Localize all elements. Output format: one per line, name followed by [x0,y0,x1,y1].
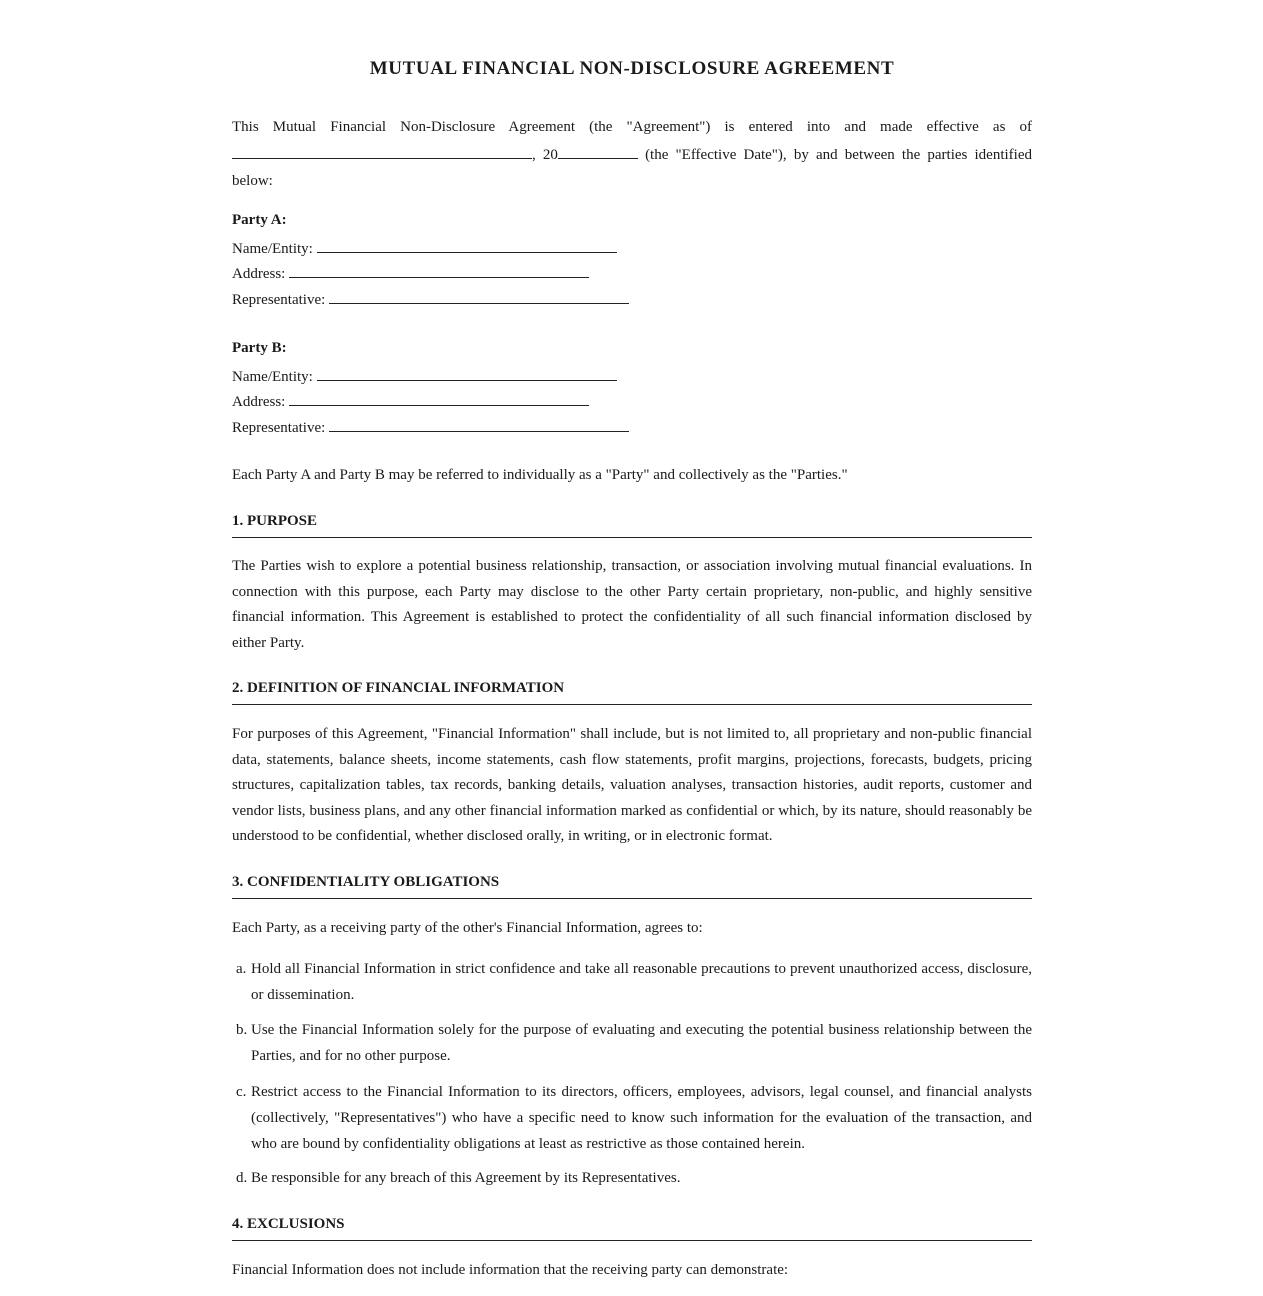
year-prefix: , 20 [532,146,558,163]
section-4-body: Financial Information does not include information that the receiving party can demonstrate: [232,1262,789,1278]
parties-note: Each Party A and Party B may be referred to individually as a "Party" and collectively as the "Parties." [232,467,848,483]
intro-paragraph [232,115,1032,194]
party-a-heading: Party A: [232,212,287,228]
list-marker: d. [236,1170,248,1186]
party-a-address-label: Address: [232,266,286,282]
party-a-address-row [232,259,1032,285]
party-b-address-row [232,387,1032,413]
effective-year-blank[interactable] [558,141,638,159]
effective-date-blank[interactable] [232,141,532,159]
party-a-rep-field[interactable] [329,285,629,304]
list-marker: a. [236,961,247,977]
party-a-block [232,208,1032,310]
party-a-name-label: Name/Entity: [232,240,313,257]
party-b-rep-row [232,413,1032,439]
list-item-text: Be responsible for any breach of this Agreement by its Representatives. [251,1170,681,1186]
party-a-address-field[interactable] [289,259,589,278]
party-b-address-label: Address: [232,394,286,410]
document-title: MUTUAL FINANCIAL NON-DISCLOSURE AGREEMENT [369,58,895,79]
section-3-heading: 3. CONFIDENTIALITY OBLIGATIONS [232,872,1032,899]
party-b-name-field[interactable] [317,362,617,381]
list-marker: b. [236,1022,248,1038]
party-b-rep-field[interactable] [329,413,629,432]
party-a-rep-row [232,285,1032,311]
list-item-text: Hold all Financial Information in strict confidence and take all reasonable precautions to prevent unauthorized access, disclosure, or dissemination. [251,961,1032,1003]
section-1-heading: 1. PURPOSE [232,511,1032,538]
party-a-name-row [232,234,1032,260]
list-item [232,1080,1032,1157]
intro-text-part2: (the "Effective Date"), by and between the parties identified below: [232,146,1032,189]
section-2-body: For purposes of this Agreement, "Financial Information" shall include, but is not limited to, all proprietary and non-public financial data, statements, balance sheets, income statements, cash flow statements, profit margins, projections, forecasts, budgets, pricing structures, capitalization tables, tax records, banking details, valuation analyses, transaction histories, audit reports, customer and vendor lists, business plans, and any other financial information marked as confidential or which, by its nature, should reasonably be understood to be confidential, whether disclosed orally, in writing, or in electronic format. [232,726,1032,845]
section-2-heading: 2. DEFINITION OF FINANCIAL INFORMATION [232,678,1032,705]
party-a-name-field[interactable] [317,234,617,253]
section-1-body: The Parties wish to explore a potential business relationship, transaction, or association involving mutual financial evaluations. In connection with this purpose, each Party may disclose to the other Party certain proprietary, non-public, and highly sensitive financial information. This Agreement is established to protect the confidentiality of all such financial information disclosed by either Party. [232,558,1032,651]
party-b-rep-label: Representative: [232,419,326,436]
list-item [232,1166,1032,1192]
list-marker: c. [236,1084,247,1100]
section-3-body: Each Party, as a receiving party of the other's Financial Information, agrees to: [232,920,703,936]
party-b-address-field[interactable] [289,387,589,406]
intro-text-part1: This Mutual Financial Non-Disclosure Agreement (the "Agreement") is entered into and made effective as of [232,119,1032,135]
party-b-heading: Party B: [232,340,287,356]
party-a-rep-label: Representative: [232,291,326,308]
list-item [232,1018,1032,1070]
party-b-name-label: Name/Entity: [232,368,313,385]
party-b-block [232,336,1032,438]
list-item [232,957,1032,1009]
list-item-text: Use the Financial Information solely for the purpose of evaluating and executing the potential business relationship between the Parties, and for no other purpose. [251,1022,1032,1064]
list-item-text: Restrict access to the Financial Information to its directors, officers, employees, advisors, legal counsel, and financial analysts (collectively, "Representatives") who have a specific need to know such information for the evaluation of the transaction, and who are bound by confidentiality obligations at least as restrictive as those contained herein. [251,1084,1032,1152]
section-4-heading: 4. EXCLUSIONS [232,1214,1032,1241]
party-b-name-row [232,362,1032,388]
